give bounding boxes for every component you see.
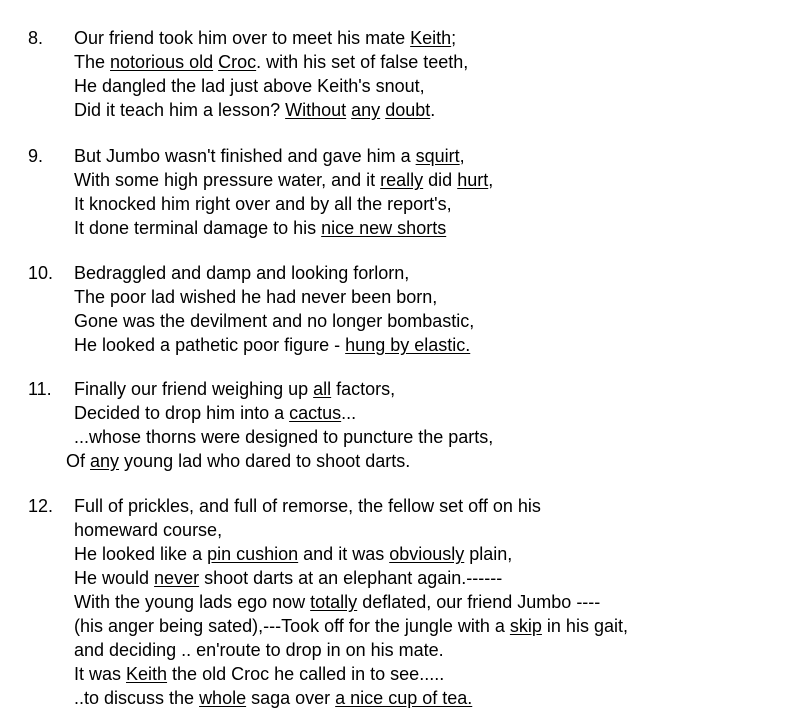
line-text: Gone was the devilment and no longer bombastic, xyxy=(74,311,475,331)
underlined-text: any xyxy=(351,100,381,120)
poem-line xyxy=(74,401,794,425)
line-text: Did it teach him a lesson? xyxy=(74,100,286,120)
underlined-text: Without xyxy=(285,100,347,120)
poem-line xyxy=(74,686,794,710)
line-text: deflated, our friend Jumbo ---- xyxy=(357,592,601,612)
line-text: , xyxy=(488,170,494,190)
line-text: It knocked him right over and by all the report's, xyxy=(74,194,452,214)
line-text: He dangled the lad just above Keith's snout, xyxy=(74,76,425,96)
line-text: With some high pressure water, and it xyxy=(74,170,381,190)
underlined-text: pin cushion xyxy=(207,544,299,564)
line-text: saga over xyxy=(246,688,336,708)
line-text: and it was xyxy=(298,544,390,564)
line-text: young lad who dared to shoot darts. xyxy=(119,451,411,471)
stanza-lines xyxy=(74,261,794,357)
poem-line xyxy=(74,309,794,333)
line-text: It was xyxy=(74,664,127,684)
underlined-text: skip xyxy=(509,616,542,636)
underlined-text: hung by elastic. xyxy=(345,335,471,355)
stanza-lines xyxy=(74,144,794,240)
poem-line xyxy=(74,566,794,590)
line-text: and deciding .. en'route to drop in on his mate. xyxy=(74,640,444,660)
poem-line xyxy=(74,638,794,662)
line-text: the old Croc he called in to see..... xyxy=(167,664,445,684)
underlined-text: doubt xyxy=(385,100,431,120)
poem-line xyxy=(74,614,794,638)
line-text: ... xyxy=(341,403,357,423)
line-text: Bedraggled and damp and looking forlorn, xyxy=(74,263,410,283)
stanza-number: 8. xyxy=(28,28,44,48)
poem-line xyxy=(74,261,794,285)
underlined-text: totally xyxy=(310,592,358,612)
underlined-text: cactus xyxy=(289,403,342,423)
line-text: He looked a pathetic poor figure - xyxy=(74,335,346,355)
stanza-number: 11. xyxy=(28,379,52,399)
line-text: Decided to drop him into a xyxy=(74,403,290,423)
line-text: in his gait, xyxy=(541,616,628,636)
poem-line xyxy=(74,377,794,401)
line-text: homeward course, xyxy=(74,520,223,540)
line-text: But Jumbo wasn't finished and gave him a xyxy=(74,146,416,166)
line-text: plain, xyxy=(464,544,513,564)
line-text: . xyxy=(430,100,436,120)
line-text: With the young lads ego now xyxy=(74,592,311,612)
line-text: (his anger being sated),---Took off for the jungle with a xyxy=(74,616,510,636)
line-text: He would xyxy=(74,568,155,588)
underlined-text: never xyxy=(154,568,200,588)
poem-line xyxy=(74,518,794,542)
poem-line xyxy=(74,494,794,518)
line-text: Our friend took him over to meet his mate xyxy=(74,28,411,48)
underlined-text: any xyxy=(90,451,120,471)
stanza-number: 12. xyxy=(28,496,54,516)
line-text: He looked like a xyxy=(74,544,208,564)
poem-line xyxy=(74,168,794,192)
poem-line xyxy=(74,590,794,614)
underlined-text: Croc xyxy=(218,52,257,72)
poem-line xyxy=(74,542,794,566)
stanza-number: 10. xyxy=(28,263,54,283)
poem-line xyxy=(74,26,794,50)
line-text: ..to discuss the xyxy=(74,688,200,708)
stanza-number: 9. xyxy=(28,146,44,166)
underlined-text: all xyxy=(313,379,332,399)
underlined-text: nice new shorts xyxy=(321,218,447,238)
line-text: shoot darts at an elephant again.------ xyxy=(199,568,503,588)
poem-line xyxy=(74,662,794,686)
underlined-text: squirt xyxy=(415,146,460,166)
poem-line xyxy=(74,144,794,168)
underlined-text: notorious old xyxy=(110,52,214,72)
line-text: factors, xyxy=(331,379,396,399)
underlined-text: a nice cup of tea. xyxy=(335,688,473,708)
underlined-text: obviously xyxy=(389,544,465,564)
poem-line xyxy=(66,449,794,473)
poem-line xyxy=(74,285,794,309)
underlined-text: really xyxy=(380,170,424,190)
line-text: ; xyxy=(451,28,457,48)
underlined-text: whole xyxy=(199,688,247,708)
line-text: Finally our friend weighing up xyxy=(74,379,314,399)
line-text: did xyxy=(423,170,458,190)
line-text: . with his set of false teeth, xyxy=(256,52,469,72)
underlined-text: Keith xyxy=(410,28,452,48)
poem-line xyxy=(74,74,794,98)
poem-line xyxy=(74,50,794,74)
line-text: The xyxy=(74,52,111,72)
poem-line xyxy=(74,333,794,357)
line-text: Of xyxy=(66,451,91,471)
line-text: The poor lad wished he had never been born, xyxy=(74,287,438,307)
line-text: Full of prickles, and full of remorse, the fellow set off on his xyxy=(74,496,541,516)
poem-line xyxy=(74,98,794,122)
line-text: It done terminal damage to his xyxy=(74,218,322,238)
stanza-lines xyxy=(74,26,794,122)
stanza-lines xyxy=(74,494,794,710)
line-text: ...whose thorns were designed to puncture the parts, xyxy=(74,427,494,447)
poem-line xyxy=(74,192,794,216)
poem-line xyxy=(74,425,794,449)
poem-line xyxy=(74,216,794,240)
line-text: , xyxy=(459,146,465,166)
underlined-text: Keith xyxy=(126,664,168,684)
stanza-lines xyxy=(66,377,794,473)
underlined-text: hurt xyxy=(457,170,489,190)
